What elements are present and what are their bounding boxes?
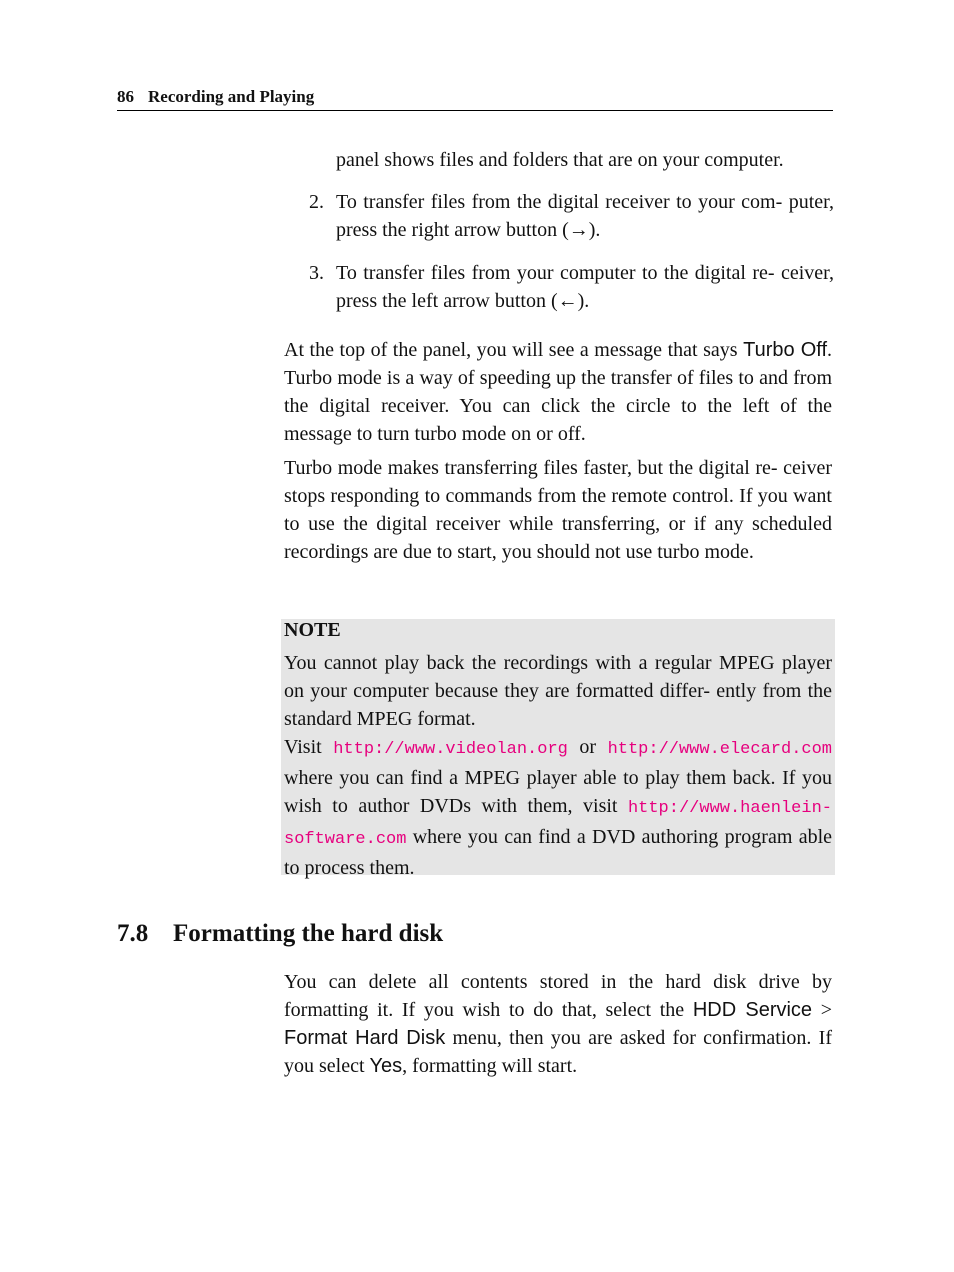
link-haenlein-software[interactable]: http://www.haenlein-software.com [284, 799, 832, 849]
note-text: or [567, 736, 608, 758]
note-title: NOTE [284, 619, 341, 641]
section-title: Formatting the hard disk [173, 920, 444, 947]
note-text: where you can find a MPEG player able to play them back. If you wish to author DVDs with them, visit [284, 767, 832, 817]
section-number: 7.8 [117, 920, 149, 947]
chapter-title: Recording and Playing [148, 87, 315, 106]
list-continuation: panel shows files and folders that are on your computer. [336, 149, 784, 171]
menu-format-hard-disk: Format Hard Disk [284, 1027, 446, 1049]
page-number: 86 [117, 87, 134, 106]
option-yes: Yes [369, 1055, 403, 1077]
list-item-text: To transfer files from your computer to the digital re- ceiver, press the left arrow button (←). [336, 262, 834, 312]
link-videolan[interactable]: http://www.videolan.org [333, 740, 568, 759]
list-item [309, 188, 834, 244]
paragraph-turbo-mode: Turbo mode makes transferring files faster, but the digital re- ceiver stops responding to commands from the remote control. If you want to use the digital receiver while transferring, or if any scheduled recordings are due to start, you should not use turbo mode. [284, 457, 832, 563]
note-text: where you can find a DVD authoring program able to process them. [284, 826, 832, 879]
list-number: 3. [309, 262, 324, 284]
page-header [117, 86, 833, 111]
list-item-text: To transfer files from the digital receiver to your com- puter, press the right arrow button (→). [336, 191, 834, 241]
note-box [281, 619, 835, 879]
link-elecard[interactable]: http://www.elecard.com [607, 740, 832, 759]
note-text: You cannot play back the recordings with a regular MPEG player on your computer because they are formatted differ- ently from the standard MPEG format. [284, 652, 832, 730]
paragraph-turbo-off [284, 336, 832, 448]
note-text: Visit [284, 736, 334, 758]
paragraph-text: At the top of the panel, you will see a message that says [284, 339, 744, 361]
paragraph-text: , formatting will start. [402, 1055, 578, 1077]
list-number: 2. [309, 191, 324, 213]
paragraph-format-disk [284, 968, 832, 1080]
note-links-paragraph [284, 733, 832, 882]
paragraph-text: . Turbo mode is a way of speeding up the transfer of files to and from the digital receiver. You can click the circle to the left of the message to turn turbo mode on or off. [284, 339, 832, 445]
menu-hdd-service: HDD Service [692, 999, 813, 1021]
ui-term-turbo-off: Turbo Off [743, 339, 827, 361]
list-item [309, 259, 834, 315]
section-heading [117, 918, 443, 950]
paragraph-text: You can delete all contents stored in the hard disk drive by formatting it. If you wish to do that, select the [284, 971, 832, 1021]
menu-separator: > [812, 999, 833, 1021]
paragraph-text: menu, then you are asked for confirmation. If you select [284, 1027, 832, 1077]
